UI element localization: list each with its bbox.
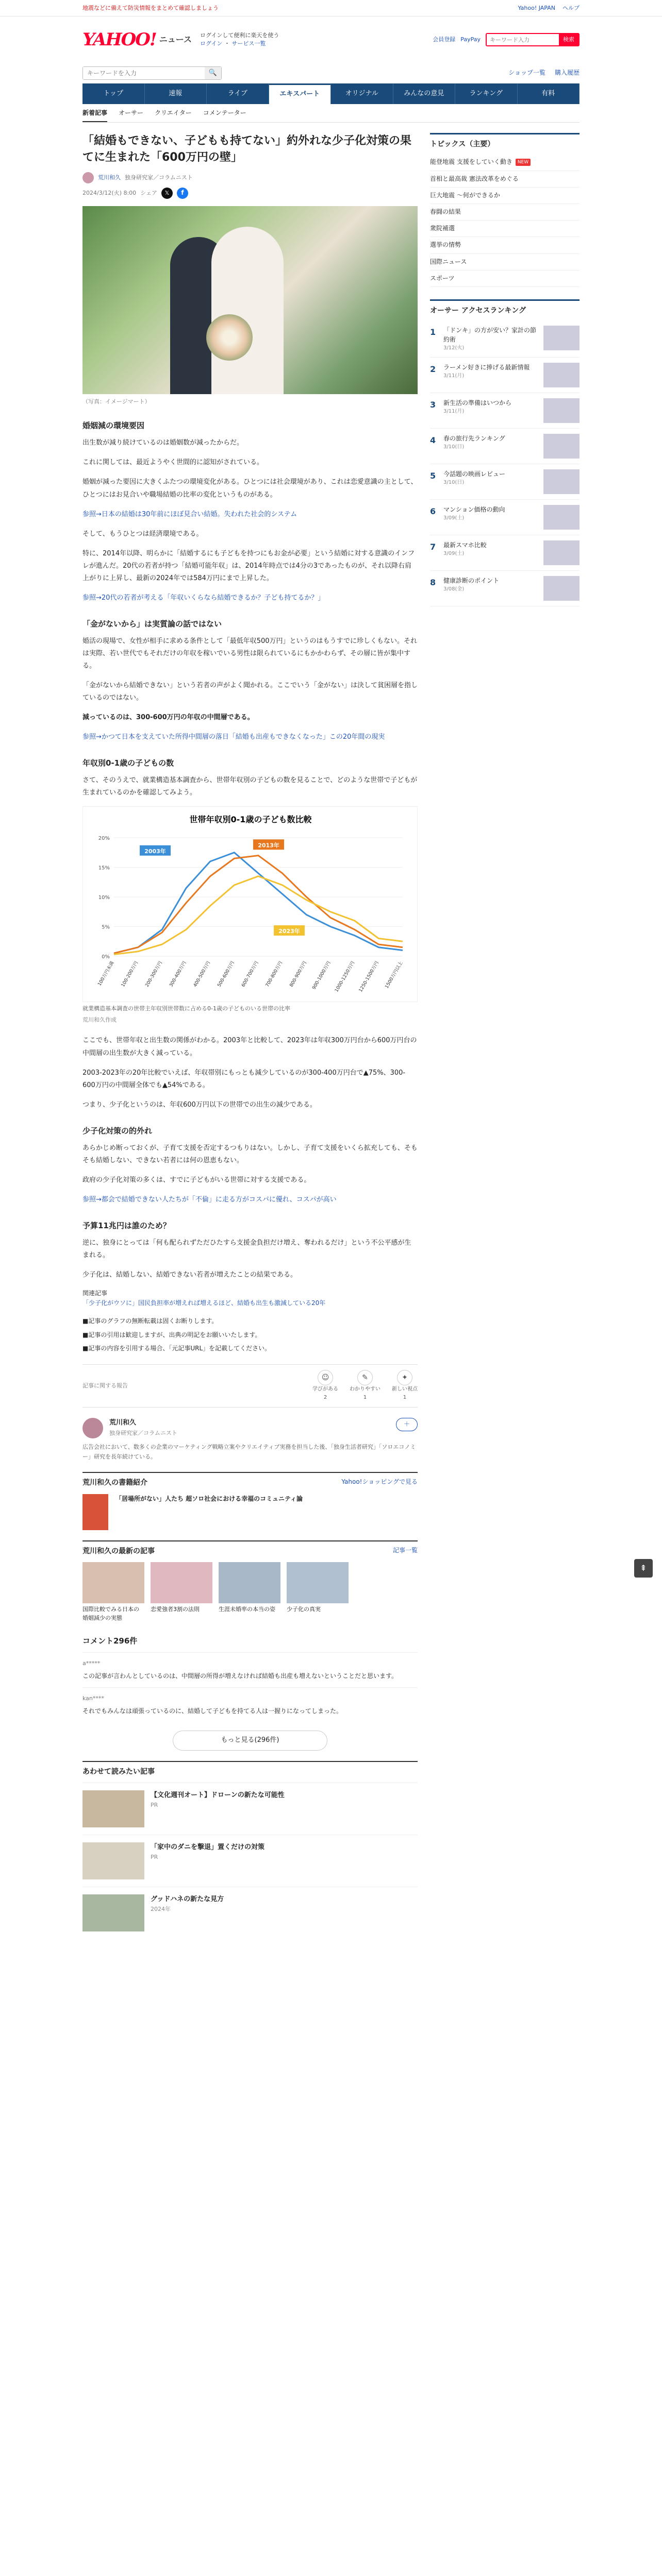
author-role: 独身研究家／コラムニスト	[125, 174, 193, 181]
paragraph: 婚活の現場で、女性が相手に求める条件として「最低年収500万円」というのはもうすでに珍しくもない。それは実際、若い世代でもそれだけの年収を稼いでいる男性は限られているにもかかわらず、その層に皆が集中する。	[82, 637, 417, 670]
section-heading: 婚姻減の環境要因	[82, 421, 145, 431]
nav-ranking[interactable]: ランキング	[455, 83, 518, 104]
article-list-link[interactable]: 記事一覧	[392, 1546, 418, 1554]
keyword-search-button[interactable]: 検索	[559, 34, 578, 45]
author-card-name[interactable]: 荒川和久	[109, 1418, 137, 1427]
y-tick-label: 5%	[102, 924, 110, 930]
topic-item[interactable]: 能登地震 支援をしていく動き NEW	[430, 154, 580, 171]
yahoo-news-logo[interactable]	[82, 26, 192, 54]
recommended-section	[82, 1761, 418, 1939]
ranking-box	[430, 299, 580, 606]
comment-item: kan**** それでもみんなは頑張っているのに、結婚して子どもを持てる人は一握りになってしまった。	[82, 1687, 418, 1722]
new-badge: NEW	[516, 159, 531, 166]
nav-expert[interactable]: エキスパート	[269, 83, 332, 104]
rank-item[interactable]: 7 最新スマホ比較 3/09(土)	[430, 535, 580, 571]
topic-item[interactable]: 国際ニュース	[430, 254, 580, 270]
chart-credit: 荒川和久作成	[82, 1016, 117, 1023]
x-tick-label: 1250-1500万円	[358, 960, 380, 993]
article-body	[82, 419, 418, 1354]
reference-link[interactable]: 参照→都会で結婚できない人たちが「不倫」に走る方がコスパに優れ、コスパが高い	[82, 1195, 337, 1204]
x-tick-label: 200-300万円	[144, 960, 163, 988]
paragraph: ここでも、世帯年収と出生数の関係がわかる。2003年と比較して、2023年は年収300万円台から600万円台の中間層の出生数が大きく減っている。	[82, 1037, 417, 1057]
more-comments-button[interactable]: もっと見る(296件)	[173, 1731, 327, 1751]
author-card-role: 独身研究家／コラムニスト	[109, 1429, 177, 1436]
search-row	[0, 63, 662, 83]
ranking-heading: オーサー アクセスランキング	[430, 306, 526, 315]
purchase-history-link[interactable]: 購入履歴	[554, 69, 580, 77]
recent-article[interactable]: 少子化の真実	[287, 1562, 349, 1622]
chart-note: 就業構造基本調査の世帯主年収別世帯数に占める0-1歳の子どものいる世帯の比率	[82, 1005, 290, 1012]
keyword-input[interactable]	[487, 34, 559, 45]
x-tick-label: 600-700万円	[241, 960, 260, 988]
paragraph: 政府の少子化対策の多くは、すでに子どもがいる世帯に対する支援である。	[82, 1176, 311, 1184]
y-tick-label: 15%	[98, 865, 110, 871]
content-wrap	[0, 133, 662, 1939]
author-card	[82, 1418, 418, 1438]
y-tick-label: 10%	[98, 895, 110, 901]
follow-button[interactable]: ＋	[396, 1418, 418, 1431]
shopping-link[interactable]: Yahoo!ショッピングで見る	[341, 1478, 418, 1486]
rank-item[interactable]: 1 「ドンキ」の方が安い？家計の節約術 3/12(火)	[430, 320, 580, 358]
sparkle-icon: ✦	[397, 1370, 412, 1385]
paragraph: 特に、2014年以降、明らかに「結婚するにも子どもを持つにもお金が必要」という結婚に対する意識のインフレが進んだ。20代の若者が持つ「結婚可能年収」は、2014年時点では4分の3であったものが、それ以降右肩上がりに上昇し、最新の2024年では584万円にまで上昇した。	[82, 549, 415, 582]
reference-link[interactable]: 参照→かつて日本を支えていた所得中間層の落日「結婚も出産もできなくなった」この20年間の現実	[82, 733, 385, 741]
news-search-input[interactable]	[83, 67, 205, 79]
x-tick-label: 100-200万円	[120, 960, 140, 988]
related-block	[82, 1289, 418, 1308]
main-nav	[82, 83, 580, 104]
topic-item[interactable]: 衆院補選	[430, 221, 580, 237]
paragraph: あらかじめ断っておくが、子育て支援を否定するつもりはない。しかし、子育て支援をいくら拡充しても、そもそも結婚しない、できない若者には何の恩恵もない。	[82, 1144, 418, 1164]
books-header: 荒川和久の書籍紹介 Yahoo!ショッピングで見る	[82, 1472, 418, 1488]
paragraph: 婚姻が減った要因に大きくふたつの環境変化がある。ひとつには社会環境があり、これは恋愛意識の主として、ひとつにはお見合いや職場結婚の比率の変化というものがある。	[82, 478, 418, 499]
site-header	[0, 16, 662, 63]
reaction-clear[interactable]: ✎ わかりやすい 1	[350, 1370, 380, 1402]
paragraph: これに関しては、最近ようやく世間的に認知がされている。	[82, 459, 264, 467]
chart-svg	[83, 807, 418, 1003]
y-tick-label: 20%	[98, 836, 110, 842]
reaction-new-view[interactable]: ✦ 新しい視点 1	[392, 1370, 418, 1402]
news-search	[82, 66, 222, 80]
logo-main: YAHOO!	[82, 29, 156, 50]
subnav-creator[interactable]: クリエイター	[155, 109, 192, 116]
search-icon[interactable]: 🔍	[205, 67, 221, 79]
rec-item[interactable]: 「家中のダニを撃退」置くだけの対策 PR	[82, 1835, 418, 1887]
recent-header: 荒川和久の最新の記事 記事一覧	[82, 1540, 418, 1557]
sub-nav	[82, 104, 580, 123]
topic-item[interactable]: 巨大地震 ～何ができるか	[430, 188, 580, 204]
rec-item[interactable]: 【文化週刊オート】ドローンの新たな可能性 PR	[82, 1783, 418, 1835]
author-name[interactable]: 荒川和久	[98, 174, 121, 181]
related-heading: 関連記事	[82, 1290, 108, 1297]
related-link[interactable]: 「少子化がウソに」国民負担率が増えれば増えるほど、結婚も出生も激減している20年	[82, 1299, 326, 1307]
yahoo-japan-link[interactable]: Yahoo! JAPAN	[518, 4, 555, 11]
rank-item[interactable]: 5 今話題の映画レビュー 3/10(日)	[430, 464, 580, 500]
section-heading: 予算11兆円は誰のため？	[82, 1221, 171, 1230]
rank-item[interactable]: 2 ラーメン好きに捧げる最新情報 3/11(月)	[430, 358, 580, 393]
income-birth-chart	[82, 806, 418, 1002]
series-line	[114, 853, 403, 954]
recent-article[interactable]: 恋愛強者3割の法則	[151, 1562, 212, 1622]
paragraph: 出生数が減り続けているのは婚姻数が減ったからだ。	[82, 439, 244, 447]
article-main	[82, 133, 418, 1939]
paragraph: そして、もうひとつは経済環境である。	[82, 530, 203, 538]
photo-caption: （写真：イメージマート）	[82, 398, 151, 405]
author-description: 広告会社において、数多くの企業のマーケティング戦略立案やクリエイティブ実務を担当した後、「独身生活者研究」「ソロエコノミー」研究を長年続けている。	[82, 1443, 416, 1460]
x-tick-label: 1000-1250万円	[334, 960, 356, 993]
section-heading: 年収別0-1歳の子どもの数	[82, 758, 174, 768]
topics-box	[430, 133, 580, 287]
byline	[82, 172, 418, 183]
article-photo	[82, 206, 418, 394]
service-list-link[interactable]: サービス一覧	[231, 40, 266, 47]
reference-link[interactable]: 参照→20代の若者が考える「年収いくらなら結婚できるか？子ども持てるか？」	[82, 594, 325, 602]
report-link[interactable]: 記事に関する報告	[82, 1382, 128, 1389]
login-link[interactable]: ログイン	[200, 40, 223, 47]
series-line	[114, 876, 403, 955]
note-line: ■記事の内容を引用する場合、「元記事URL」を記載してください。	[82, 1344, 271, 1352]
topics-heading: トピックス（主要）	[430, 140, 495, 148]
header-right	[433, 33, 580, 46]
x-tick-label: 300-400万円	[169, 960, 188, 988]
keyword-search	[486, 33, 580, 46]
section-heading: 「金がないから」は実質論の話ではない	[82, 619, 222, 629]
nav-top[interactable]: トップ	[82, 83, 145, 104]
rank-item[interactable]: 4 春の旅行先ランキング 3/10(日)	[430, 429, 580, 464]
subnav-commentator[interactable]: コメンテーター	[203, 109, 246, 116]
article-title: 「結婚もできない、子どもも持てない」約外れな少子化対策の果てに生まれた「600万円の壁」	[82, 134, 412, 164]
chart-title: 世帯年収別0-1歳の子ども数比較	[189, 815, 312, 825]
reaction-bar	[82, 1364, 418, 1408]
nav-original[interactable]: オリジナル	[331, 83, 393, 104]
y-tick-label: 0%	[102, 954, 110, 960]
author-avatar-large[interactable]	[82, 1418, 103, 1438]
lightbulb-icon: ☺	[318, 1370, 333, 1385]
top-notice-bar	[0, 0, 662, 16]
topic-item[interactable]: 選挙の情勢	[430, 237, 580, 253]
x-tick-label: 100万円未満	[97, 960, 115, 987]
pencil-icon: ✎	[357, 1370, 373, 1385]
rank-item[interactable]: 3 新生活の準備はいつから 3/11(月)	[430, 393, 580, 429]
share-bar	[82, 188, 418, 199]
x-share-icon[interactable]: 𝕏	[161, 188, 173, 199]
topic-item[interactable]: 首相と最高裁 憲法改革をめぐる	[430, 171, 580, 188]
legend-label: 2013年	[258, 842, 279, 849]
paragraph: 逆に、独身にとっては「何も配られずただひたすら支援金負担だけ増え、奪われるだけ」という不公平感が生まれる。	[82, 1239, 411, 1259]
x-tick-label: 500-600万円	[217, 960, 236, 988]
rec-item[interactable]: グッドハネの新たな見方 2024年	[82, 1887, 418, 1939]
rank-item[interactable]: 8 健康診断のポイント 3/08(金)	[430, 571, 580, 606]
nav-opinion[interactable]: みんなの意見	[393, 83, 456, 104]
comments-header: コメント296件	[82, 1636, 138, 1646]
book-title: 「居場所がない」人たち 超ソロ社会における幸福のコミュニティ論	[115, 1495, 303, 1502]
top-notice[interactable]: 地震などに備えて防災情報をまとめて確認しましょう	[82, 4, 219, 11]
rank-item[interactable]: 6 マンション価格の動向 3/09(土)	[430, 500, 580, 535]
nav-live[interactable]: ライブ	[207, 83, 269, 104]
recent-articles	[82, 1562, 418, 1622]
recs-header: あわせて読みたい記事	[82, 1761, 418, 1777]
back-to-top-button[interactable]: ⇞	[634, 1559, 653, 1578]
sidebar	[430, 133, 580, 1939]
author-avatar[interactable]	[82, 172, 94, 183]
section-heading: 少子化対策の的外れ	[82, 1126, 153, 1136]
shop-list-link[interactable]: ショップ一覧	[508, 69, 545, 77]
nav-paid[interactable]: 有料	[518, 83, 580, 104]
article-date: 2024/3/12(火) 8:00	[82, 189, 137, 196]
facebook-share-icon[interactable]: f	[177, 188, 188, 199]
paragraph: 2003-2023年の20年比較でいえば、年収帯別にもっとも減少しているのが300-400万円台で▲75%、300-600万円の中間層全体でも▲54%である。	[82, 1069, 406, 1089]
legend-label: 2023年	[278, 928, 300, 935]
x-tick-label: 700-800万円	[264, 960, 284, 988]
recent-article[interactable]: 生涯未婚率の本当の姿	[219, 1562, 280, 1622]
x-tick-label: 400-500万円	[192, 960, 212, 988]
header-links: ログインして便利に楽天を使う ログイン ・ サービス一覧	[200, 31, 279, 47]
bouquet-shape	[206, 314, 253, 361]
x-tick-label: 900-1000万円	[311, 960, 332, 991]
reference-link[interactable]: 参照→日本の結婚は30年前にほぼ見合い結婚。失われた社会的システム	[82, 510, 297, 518]
book-item[interactable]	[82, 1494, 418, 1530]
paragraph: さて、そのうえで、就業構造基本調査から、世帯年収別の子どもの数を見ることで、どのような世帯で子どもが生まれているのかを確認してみよう。	[82, 776, 418, 797]
copyright-notes	[82, 1315, 418, 1354]
legend-label: 2003年	[144, 848, 166, 855]
paragraph: つまり、少子化というのは、年収600万円以下の世帯での出生の減少である。	[82, 1100, 317, 1109]
paragraph: 少子化は、結婚しない、結婚できない若者が増えたことの結果である。	[82, 1270, 297, 1279]
x-tick-label: 1500万円以上	[384, 960, 404, 990]
x-tick-label: 800-900万円	[289, 960, 308, 988]
note-line: ■記事のグラフの無断転載は固くお断りします。	[82, 1317, 218, 1325]
reaction-learn[interactable]: ☺ 学びがある 2	[312, 1370, 338, 1402]
comment-item: a***** この記事が言わんとしているのは、中間層の所得が増えなければ結婚も出産も増えないということだと思います。	[82, 1652, 418, 1687]
header-promo[interactable]: ログインして便利に楽天を使う	[200, 31, 279, 39]
subnav-new[interactable]: 新着記事	[82, 108, 107, 122]
comments-section	[82, 1635, 418, 1751]
book-cover	[82, 1494, 108, 1530]
signup-link[interactable]: 会員登録	[433, 36, 456, 43]
paypay-link[interactable]: PayPay	[460, 36, 481, 43]
recent-article[interactable]: 国際比較でみる日本の婚姻減少の実態	[82, 1562, 144, 1622]
topic-item[interactable]: 春闘の結果	[430, 204, 580, 221]
logo-sub: ニュース	[159, 35, 192, 45]
nav-breaking[interactable]: 速報	[145, 83, 207, 104]
paragraph: 「金がないから結婚できない」という若者の声がよく聞かれる。ここでいう「金がない」は決して貧困層を指しているのではない。	[82, 681, 418, 702]
help-link[interactable]: ヘルプ	[562, 4, 580, 11]
bride-shape	[211, 227, 284, 394]
topic-item[interactable]: スポーツ	[430, 270, 580, 287]
note-line: ■記事の引用は歓迎しますが、出典の明記をお願いいたします。	[82, 1331, 261, 1338]
subnav-author[interactable]: オーサー	[119, 109, 144, 116]
share-label: シェア	[140, 189, 157, 196]
paragraph: 減っているのは、300-600万円の年収の中間層である。	[82, 714, 254, 722]
